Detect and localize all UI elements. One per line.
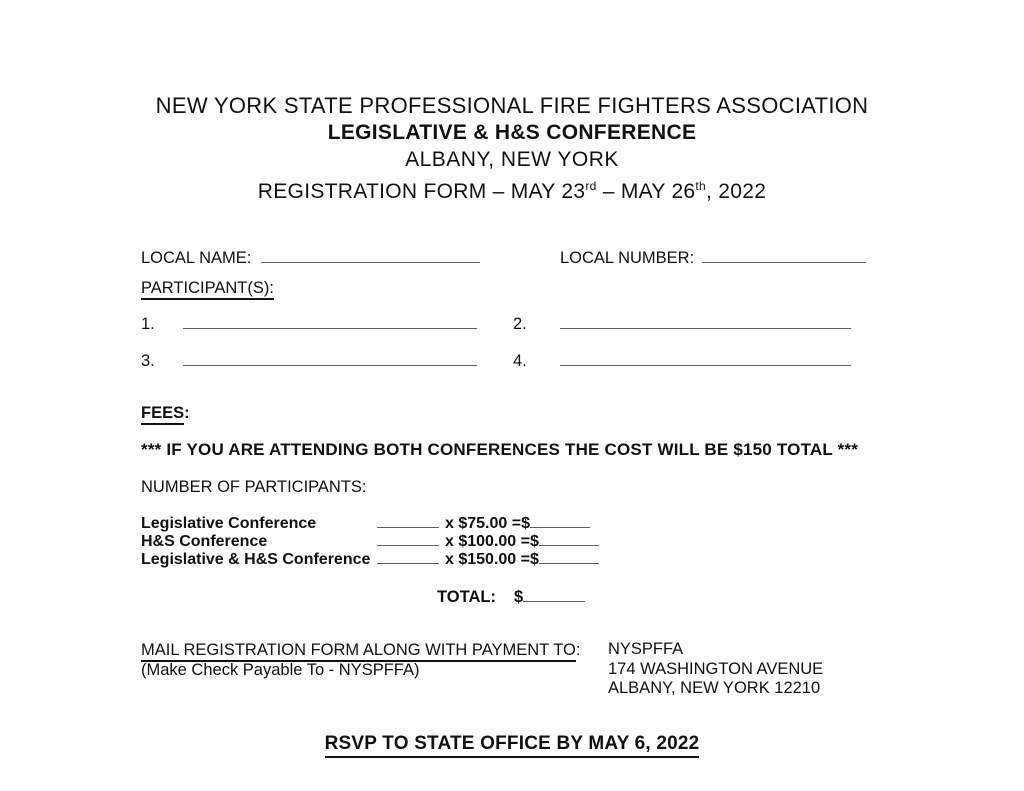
- fee-count-blank[interactable]: [377, 547, 439, 564]
- fee-rate: x $100.00 =$: [445, 533, 539, 550]
- form-header: [0, 92, 1024, 205]
- participant-row-2: [513, 312, 851, 334]
- participant-number: 2.: [513, 315, 527, 333]
- association-title: NEW YORK STATE PROFESSIONAL FIRE FIGHTERS ASSOCIATION: [155, 93, 869, 118]
- participant-number: 3.: [141, 352, 155, 370]
- total-row: [437, 585, 585, 607]
- participant-row-3: [141, 349, 477, 371]
- mail-heading: MAIL REGISTRATION FORM ALONG WITH PAYMENT TO:: [141, 640, 580, 660]
- local-name-group: [141, 246, 480, 268]
- fee-label: H&S Conference: [141, 533, 268, 550]
- participant-row-1: [141, 312, 477, 334]
- address-line: 174 WASHINGTON AVENUE: [608, 659, 824, 678]
- date-superscript: rd: [585, 179, 597, 193]
- conference-title: LEGISLATIVE & H&S CONFERENCE: [327, 121, 697, 144]
- mail-instructions: [141, 640, 580, 680]
- participant-number: 1.: [141, 315, 155, 333]
- fee-row-legislative-hs: [141, 547, 599, 569]
- local-name-blank[interactable]: [261, 246, 480, 263]
- fee-rate: x $150.00 =$: [445, 551, 539, 568]
- participant-number: 4.: [513, 352, 527, 370]
- fee-amount-blank[interactable]: [530, 511, 590, 528]
- total-blank[interactable]: [523, 585, 585, 602]
- local-number-label: LOCAL NUMBER:: [560, 249, 695, 267]
- participant-4-blank[interactable]: [560, 349, 851, 366]
- fee-label: Legislative & H&S Conference: [141, 551, 371, 568]
- fee-count-blank[interactable]: [377, 529, 439, 546]
- participants-heading: PARTICIPANT(S):: [141, 279, 274, 298]
- total-currency: $: [513, 588, 524, 606]
- fees-heading: FEES:: [141, 404, 190, 423]
- both-conferences-banner: *** IF YOU ARE ATTENDING BOTH CONFERENCES THE COST WILL BE $150 TOTAL ***: [141, 440, 859, 459]
- total-label: TOTAL:: [437, 588, 496, 606]
- participant-1-blank[interactable]: [183, 312, 477, 329]
- check-payable-note: (Make Check Payable To - NYSPFFA): [141, 661, 420, 679]
- date-superscript: th: [695, 179, 707, 193]
- participant-2-blank[interactable]: [560, 312, 851, 329]
- mailing-address: [608, 640, 823, 699]
- fee-amount-blank[interactable]: [539, 547, 599, 564]
- participant-3-blank[interactable]: [183, 349, 477, 366]
- number-of-participants-label: NUMBER OF PARTICIPANTS:: [141, 478, 367, 496]
- fee-amount-blank[interactable]: [539, 529, 599, 546]
- registration-dates: REGISTRATION FORM – MAY 23rd – MAY 26th, 2022: [257, 179, 767, 203]
- local-name-label: LOCAL NAME:: [141, 249, 252, 267]
- fee-rate: x $75.00 =$: [445, 515, 530, 532]
- rsvp-text: RSVP TO STATE OFFICE BY MAY 6, 2022: [325, 733, 700, 758]
- local-number-blank[interactable]: [702, 246, 866, 263]
- address-line: ALBANY, NEW YORK 12210: [608, 679, 821, 697]
- rsvp-footer: [0, 733, 1024, 755]
- local-number-group: [560, 246, 866, 268]
- participant-row-4: [513, 349, 851, 371]
- fee-count-blank[interactable]: [377, 511, 439, 528]
- address-line: NYSPFFA: [608, 640, 684, 658]
- conference-location: ALBANY, NEW YORK: [405, 148, 619, 171]
- fee-label: Legislative Conference: [141, 515, 317, 532]
